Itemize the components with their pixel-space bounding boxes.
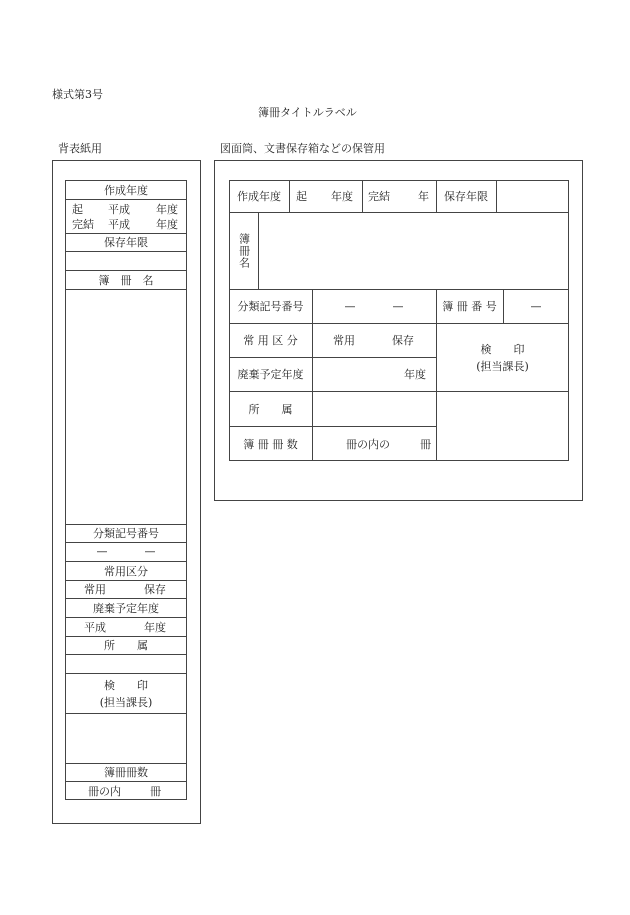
spine-classification-dash-1: — — [96, 545, 108, 558]
spine-retention-label: 保存年限 — [104, 236, 148, 249]
spine-start-year: 年度 — [156, 202, 178, 216]
spine-start-label: 起 — [72, 202, 83, 216]
box-classification-dash-1: — — [344, 299, 356, 313]
box-volume-number-value: — — [530, 299, 542, 313]
box-volume-number-label: 簿 冊 番 号 — [442, 300, 497, 313]
spine-end-label: 完結 — [72, 217, 94, 231]
spine-volume-name-label: 簿 冊 名 — [98, 273, 154, 287]
spine-end-era: 平成 — [108, 217, 130, 231]
box-created-year-label: 作成年度 — [237, 190, 281, 203]
box-disposal-year-suffix: 年度 — [404, 368, 426, 381]
box-end-label: 完結 — [368, 190, 390, 203]
spine-usage-class-label: 常用区分 — [104, 564, 148, 578]
box-stamp-note: (担当課長) — [476, 360, 529, 373]
form-number: 様式第3号 — [52, 88, 103, 101]
spine-department-label: 所 属 — [104, 639, 148, 652]
spine-disposal-year: 年度 — [144, 620, 166, 634]
box-volume-count-label: 簿 冊 冊 数 — [243, 437, 298, 451]
spine-stamp-note: (担当課長) — [99, 695, 153, 709]
box-start-label: 起 — [296, 190, 307, 203]
spine-start-era: 平成 — [108, 202, 130, 216]
box-classification-label: 分類記号番号 — [237, 300, 304, 313]
spine-usage-storage: 保存 — [144, 583, 166, 596]
box-stamp-label: 検 印 — [480, 343, 525, 356]
box-usage-common: 常用 — [333, 334, 355, 347]
spine-volume-count-of: 冊の内 — [88, 784, 121, 798]
spine-volume-count-label: 簿冊冊数 — [104, 766, 148, 779]
spine-created-year-label: 作成年度 — [104, 183, 148, 197]
box-usage-class-label: 常 用 区 分 — [243, 334, 298, 347]
box-start-year: 年度 — [331, 190, 353, 203]
spine-usage-common: 常用 — [84, 583, 106, 596]
spine-classification-label: 分類記号番号 — [93, 527, 159, 540]
spine-disposal-year-label: 廃棄予定年度 — [93, 601, 159, 615]
page-title: 簿冊タイトルラベル — [258, 106, 357, 119]
box-disposal-year-label: 廃棄予定年度 — [237, 368, 304, 381]
box-usage-storage: 保存 — [392, 334, 414, 347]
box-end-year: 年 — [418, 190, 429, 203]
box-retention-label: 保存年限 — [444, 190, 488, 203]
spine-disposal-era: 平成 — [84, 620, 106, 634]
box-volume-name-label: 簿冊名 — [237, 232, 251, 269]
spine-end-year: 年度 — [156, 217, 178, 231]
spine-stamp-label: 検 印 — [104, 678, 148, 692]
box-label-heading: 図面筒、文書保存箱などの保管用 — [220, 142, 385, 155]
box-volume-count-of: 冊の内の — [346, 437, 390, 451]
spine-volume-count-unit: 冊 — [150, 784, 161, 798]
box-classification-dash-2: — — [392, 299, 404, 313]
box-department-label: 所 属 — [248, 402, 293, 416]
spine-classification-dash-2: — — [144, 545, 156, 558]
box-volume-count-unit: 冊 — [420, 437, 431, 451]
spine-label-heading: 背表紙用 — [58, 142, 102, 155]
